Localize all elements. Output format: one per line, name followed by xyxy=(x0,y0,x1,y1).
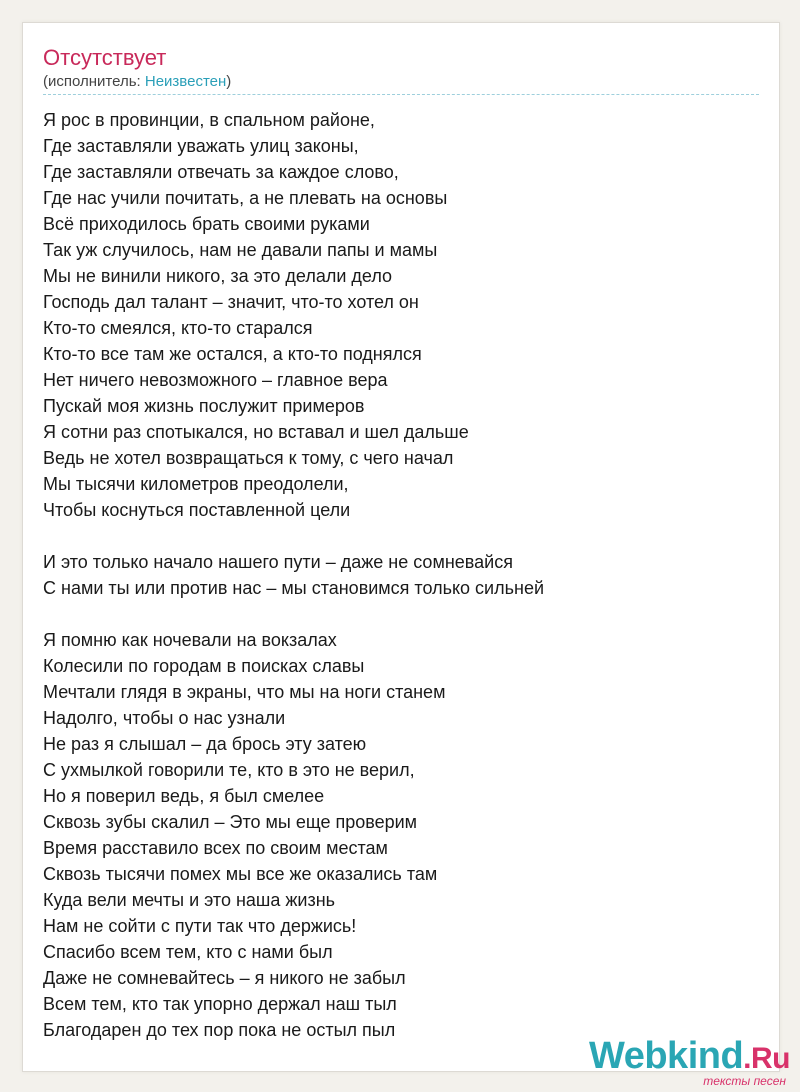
lyric-line: Спасибо всем тем, кто с нами был xyxy=(43,942,333,962)
verse-1 xyxy=(43,107,544,523)
artist-prefix: (исполнитель: xyxy=(43,73,145,90)
lyric-line: Где заставляли отвечать за каждое слово, xyxy=(43,162,399,182)
lyric-line: Надолго, чтобы о нас узнали xyxy=(43,708,286,728)
lyric-line: Кто-то смеялся, кто-то старался xyxy=(43,318,313,338)
verse-2 xyxy=(43,627,544,1043)
lyric-line: Не раз я слышал – да брось эту затею xyxy=(43,734,367,754)
lyric-line: Кто-то все там же остался, а кто-то поднялся xyxy=(43,344,422,364)
lyric-line: Всем тем, кто так упорно держал наш тыл xyxy=(43,994,397,1014)
lyric-line: Я помню как ночевали на вокзалах xyxy=(43,630,337,650)
artist-suffix: ) xyxy=(226,73,232,90)
lyric-line: Мы тысячи километров преодолели, xyxy=(43,474,349,494)
stanza-gap xyxy=(43,523,544,549)
lyric-line: Даже не сомневайтесь – я никого не забыл xyxy=(43,968,406,988)
lyrics-page xyxy=(22,22,780,1072)
lyric-line: Мечтали глядя в экраны, что мы на ноги станем xyxy=(43,682,446,702)
chorus xyxy=(43,549,544,601)
lyric-line: С ухмылкой говорили те, кто в это не верил, xyxy=(43,760,415,780)
lyric-line: Чтобы коснуться поставленной цели xyxy=(43,500,351,520)
lyric-line: С нами ты или против нас – мы становимся только сильней xyxy=(43,578,545,598)
artist-link[interactable]: Неизвестен xyxy=(144,73,227,90)
lyric-line: Но я поверил ведь, я был смелее xyxy=(43,786,325,806)
logo-name: Webkind xyxy=(589,1035,744,1077)
site-logo[interactable] xyxy=(589,1034,796,1090)
lyric-line: Сквозь тысячи помех мы все же оказались там xyxy=(43,864,438,884)
lyric-line: Пускай моя жизнь послужит примеров xyxy=(43,396,365,416)
lyric-line: Время расставило всех по своим местам xyxy=(43,838,388,858)
lyric-line: Колесили по городам в поисках славы xyxy=(43,656,365,676)
lyric-line: Я рос в провинции, в спальном районе, xyxy=(43,110,375,130)
stanza-gap xyxy=(43,601,544,627)
lyric-line: Мы не винили никого, за это делали дело xyxy=(43,266,393,286)
lyric-line: Так уж случилось, нам не давали папы и мамы xyxy=(43,240,438,260)
logo-domain: .Ru xyxy=(743,1042,790,1075)
lyric-line: И это только начало нашего пути – даже не сомневайся xyxy=(43,552,513,572)
lyric-line: Где нас учили почитать, а не плевать на основы xyxy=(43,188,448,208)
lyric-line: Всё приходилось брать своими руками xyxy=(43,214,370,234)
lyric-line: Нам не сойти с пути так что держись! xyxy=(43,916,357,936)
lyric-line: Господь дал талант – значит, что-то хотел он xyxy=(43,292,419,312)
lyrics-text xyxy=(43,107,544,1043)
lyric-line: Куда вели мечты и это наша жизнь xyxy=(43,890,336,910)
logo-tagline: тексты песен xyxy=(703,1074,786,1088)
lyric-line: Где заставляли уважать улиц законы, xyxy=(43,136,359,156)
header-divider xyxy=(43,94,759,95)
lyric-line: Благодарен до тех пор пока не остыл пыл xyxy=(43,1020,396,1040)
lyric-line: Ведь не хотел возвращаться к тому, с чего начал xyxy=(43,448,454,468)
lyric-line: Нет ничего невозможного – главное вера xyxy=(43,370,388,390)
artist-line xyxy=(43,73,231,91)
lyric-line: Сквозь зубы скалил – Это мы еще проверим xyxy=(43,812,418,832)
lyric-line: Я сотни раз спотыкался, но вставал и шел дальше xyxy=(43,422,469,442)
song-title: Отсутствует xyxy=(43,45,167,70)
